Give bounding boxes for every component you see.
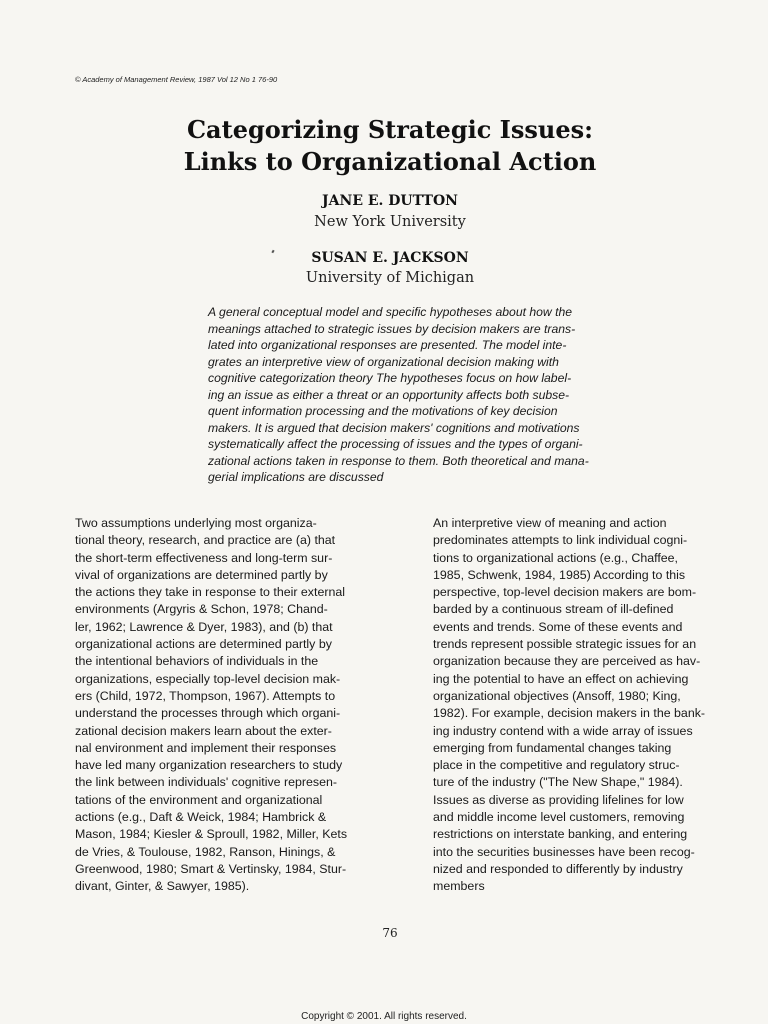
- text-line: predominates attempts to link individual cogni-: [433, 533, 688, 548]
- text-line: have led many organization researchers to study: [75, 758, 343, 773]
- text-line: nized and responded to differently by industry: [433, 861, 683, 876]
- text-line: perspective, top-level decision makers are bom-: [433, 585, 697, 600]
- abstract: [208, 304, 656, 486]
- text-line: environments (Argyris & Schon, 1978; Chand-: [75, 602, 328, 617]
- article-title: [180, 114, 600, 178]
- title-line: Categorizing Strategic Issues:: [186, 115, 594, 144]
- text-line: ture of the industry ("The New Shape," 1984).: [433, 775, 683, 790]
- text-line: Greenwood, 1980; Smart & Vertinsky, 1984, Stur-: [75, 861, 347, 876]
- text-line: ers (Child, 1972, Thompson, 1967). Attempts to: [75, 688, 336, 703]
- text-line: ing industry contend with a wide array of issues: [433, 723, 693, 738]
- text-line: actions (e.g., Daft & Weick, 1984; Hambrick &: [75, 810, 327, 825]
- text-line: restrictions on interstate banking, and entering: [433, 827, 688, 842]
- text-line: the intentional behaviors of individuals in the: [75, 654, 319, 669]
- author-affiliation: New York University: [314, 214, 466, 230]
- text-line: organization because they are perceived as hav-: [433, 654, 701, 669]
- author-name: JANE E. DUTTON: [322, 193, 458, 209]
- text-line: Issues as diverse as providing lifelines for low: [433, 792, 684, 807]
- text-line: events and trends. Some of these events and: [433, 619, 683, 634]
- copyright-notice: Copyright © 2001. All rights reserved.: [301, 1011, 467, 1022]
- text-line: the link between individuals' cognitive represen-: [75, 775, 338, 790]
- text-line: emerging from fundamental changes taking: [433, 740, 672, 755]
- text-line: 1982). For example, decision makers in the bank-: [433, 706, 706, 721]
- text-line: ler, 1962; Lawrence & Dyer, 1983), and (b) that: [75, 619, 333, 634]
- text-line: Mason, 1984; Kiesler & Sproull, 1982, Miller, Kets: [75, 827, 348, 842]
- author-name: SUSAN E. JACKSON: [311, 250, 469, 266]
- text-line: de Vries, & Toulouse, 1982, Ranson, Hinings, &: [75, 844, 336, 859]
- text-line: organizations, especially top-level decision mak-: [75, 671, 341, 686]
- text-line: makers. It is argued that decision makers' cognitions and motivations: [208, 420, 580, 435]
- text-line: organizational actions are determined partly by: [75, 637, 332, 652]
- text-line: vival of organizations are determined partly by: [75, 567, 328, 582]
- text-line: systematically affect the processing of issues and the types of organi-: [208, 437, 583, 451]
- text-line: quent information processing and the motivations of key decision: [208, 404, 558, 418]
- text-line: tional theory, research, and practice are (a) that: [75, 533, 336, 548]
- text-line: Two assumptions underlying most organiza-: [75, 516, 317, 530]
- text-line: gerial implications are discussed: [208, 470, 384, 484]
- page-number: 76: [382, 926, 398, 940]
- text-line: A general conceptual model and specific hypotheses about how the: [208, 305, 573, 319]
- text-line: members: [433, 879, 485, 894]
- text-line: place in the competitive and regulatory struc-: [433, 758, 680, 773]
- text-line: tations of the environment and organizational: [75, 792, 323, 807]
- text-line: divant, Ginter, & Sawyer, 1985).: [75, 879, 250, 894]
- text-line: meanings attached to strategic issues by decision makers are trans-: [208, 321, 576, 336]
- text-line: into the securities businesses have been recog-: [433, 844, 695, 859]
- text-line: zational decision makers learn about the exter-: [75, 723, 332, 738]
- text-line: the actions they take in response to their external: [75, 585, 345, 600]
- title-line: Links to Organizational Action: [183, 147, 597, 176]
- text-line: An interpretive view of meaning and action: [433, 516, 667, 530]
- text-line: and middle income level customers, removing: [433, 810, 685, 825]
- text-line: 1985, Schwenk, 1984, 1985) According to this: [433, 567, 686, 582]
- text-line: cognitive categorization theory The hypotheses focus on how label-: [208, 371, 572, 385]
- journal-citation: © Academy of Management Review, 1987 Vol 12 No 1 76-90: [75, 75, 278, 84]
- text-line: tions to organizational actions (e.g., Chaffee,: [433, 550, 678, 565]
- body-column-right: [433, 515, 763, 896]
- text-line: grates an interpretive view of organizational decision making with: [208, 354, 559, 369]
- text-line: the short-term effectiveness and long-term sur-: [75, 550, 333, 565]
- text-line: understand the processes through which organi-: [75, 706, 341, 721]
- text-line: barded by a continuous stream of ill-defined: [433, 602, 674, 617]
- text-line: zational actions taken in response to them. Both theoretical and mana-: [208, 453, 589, 468]
- text-line: ing an issue as either a threat or an opportunity affects both subse-: [208, 387, 570, 402]
- text-line: nal environment and implement their responses: [75, 740, 337, 755]
- text-line: organizational objectives (Ansoff, 1980; King,: [433, 688, 681, 703]
- body-column-left: [75, 515, 405, 896]
- text-line: ing the potential to have an effect on achieving: [433, 671, 689, 686]
- text-line: trends represent possible strategic issues for an: [433, 637, 697, 652]
- text-line: lated into organizational responses are presented. The model inte-: [208, 338, 567, 352]
- author-affiliation: University of Michigan: [305, 270, 475, 286]
